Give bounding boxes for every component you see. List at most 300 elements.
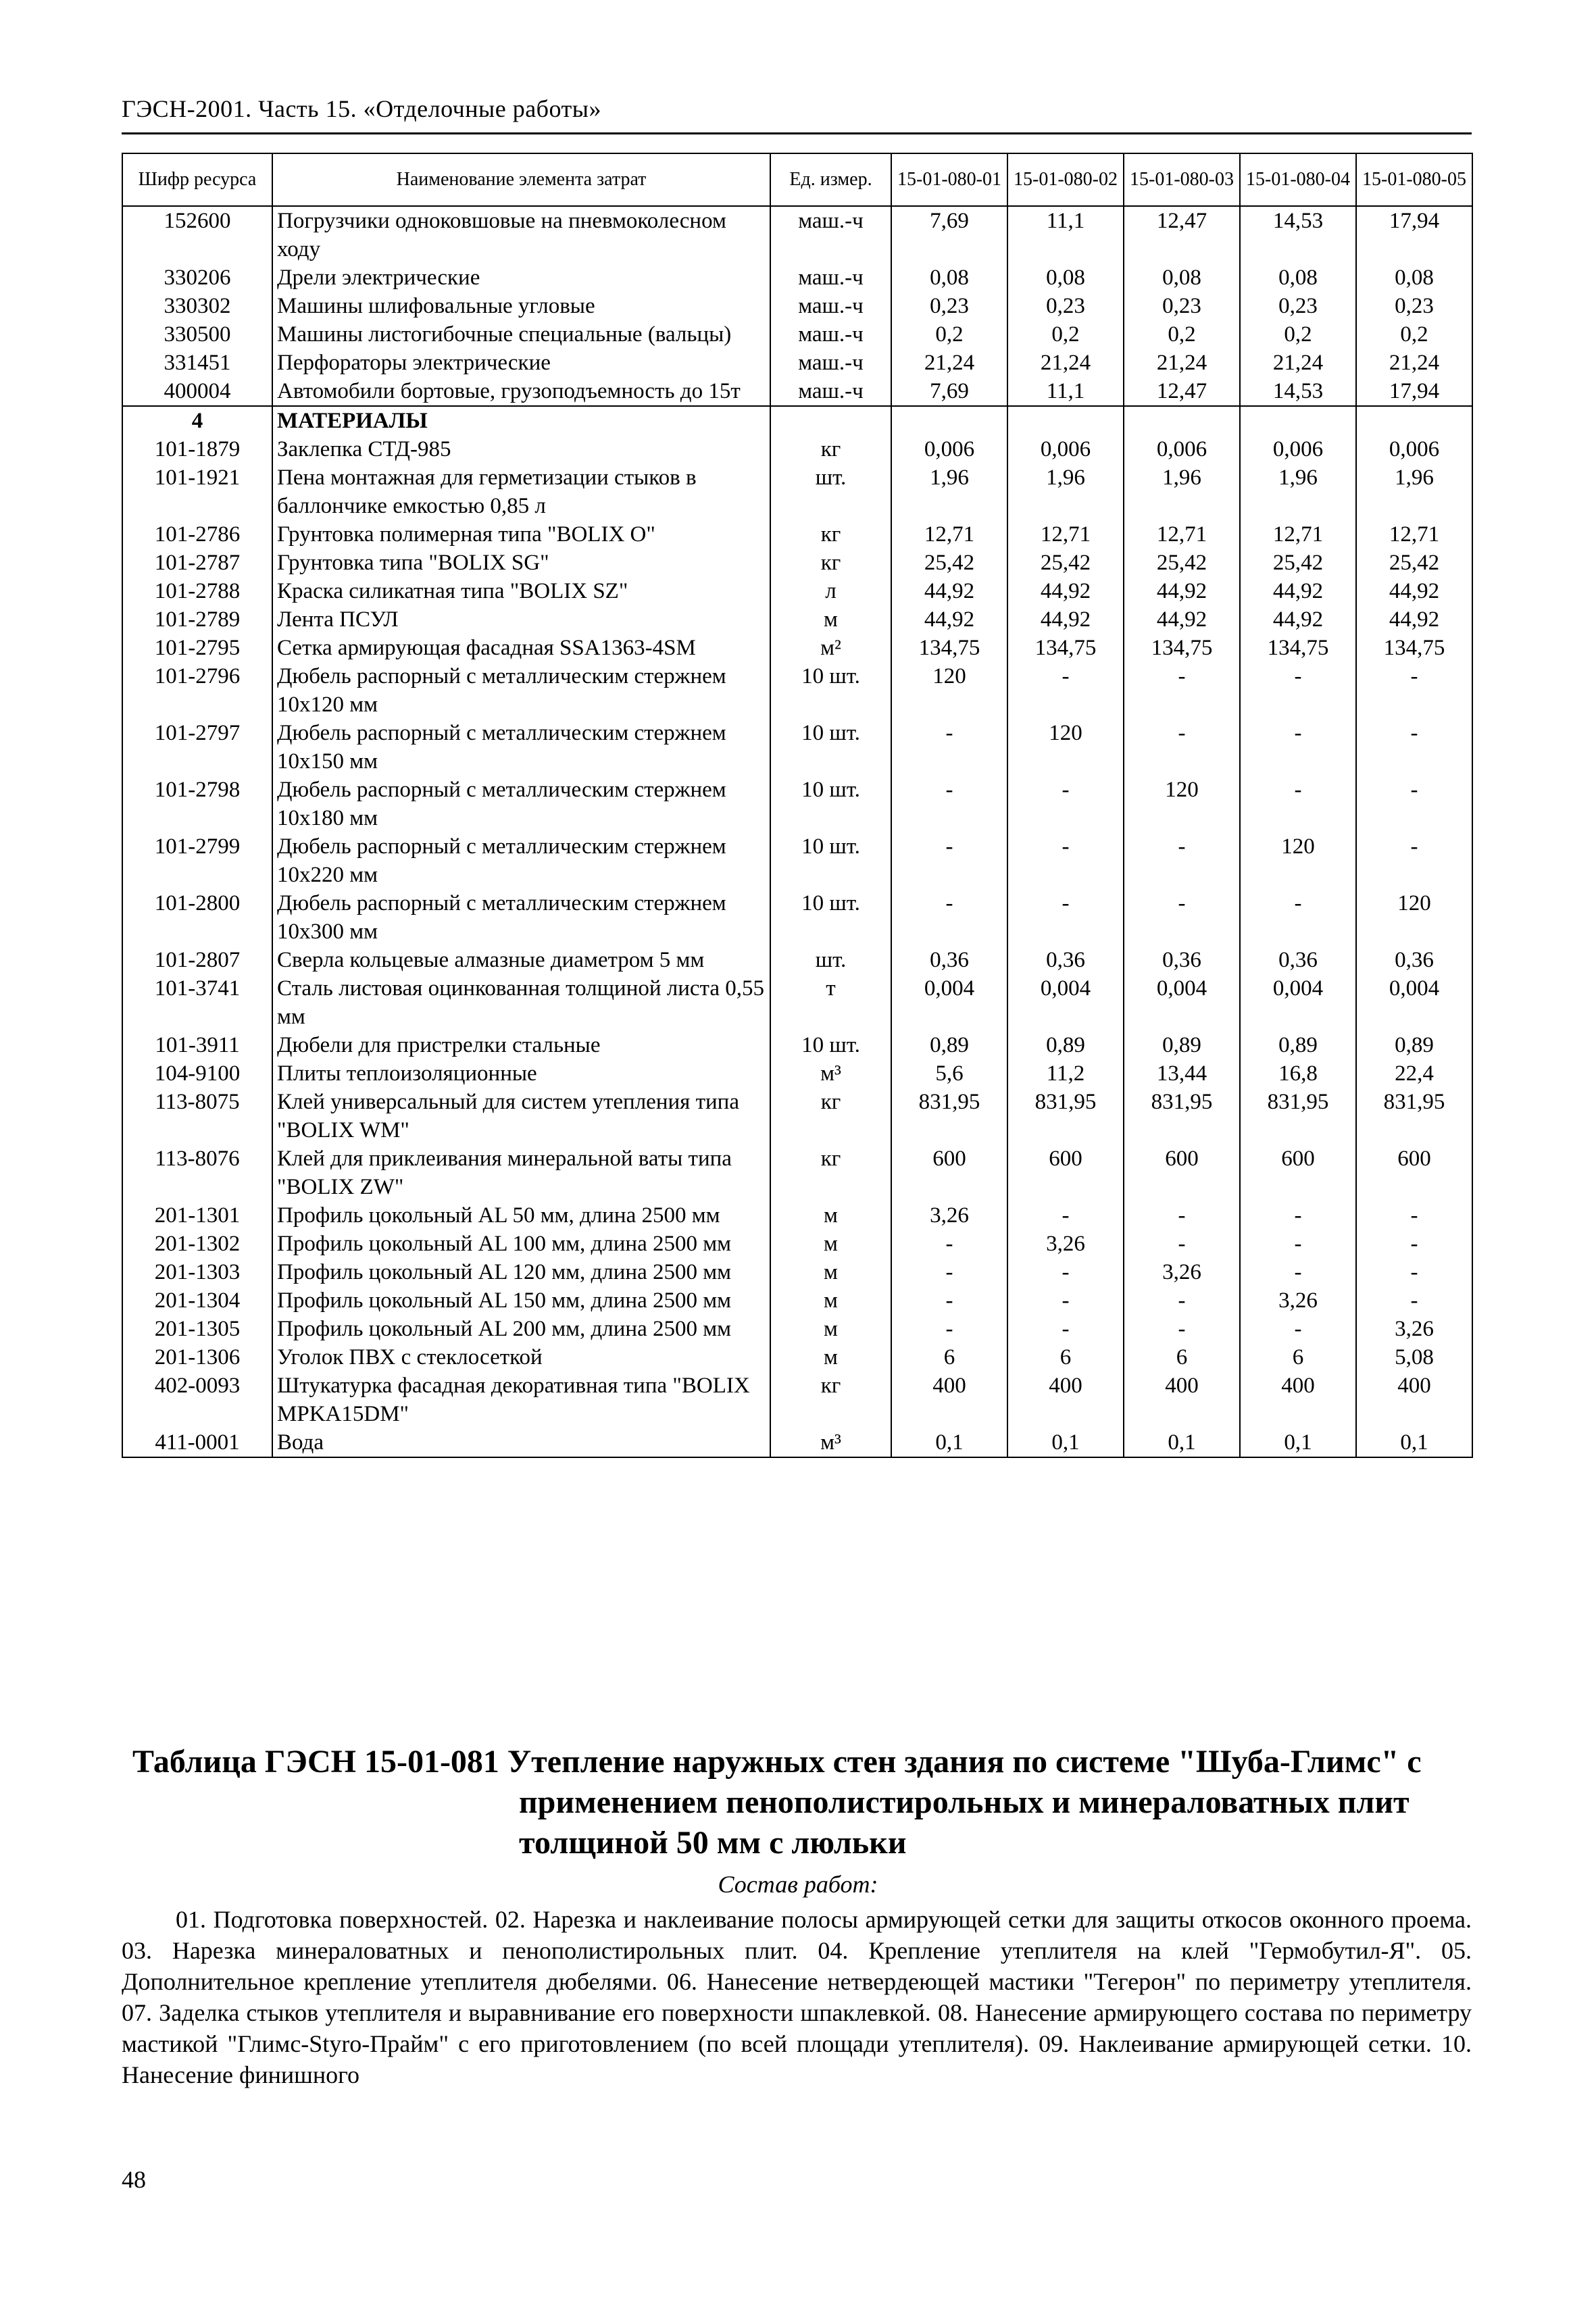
norm-value-04: 0,08 (1240, 263, 1356, 292)
resource-code: 152600 (122, 206, 272, 263)
resource-code: 104-9100 (122, 1059, 272, 1088)
norm-value-05: - (1356, 719, 1472, 776)
resource-unit: маш.-ч (770, 263, 891, 292)
norm-value-02: 12,71 (1007, 520, 1124, 549)
table-heading-line-2: применением пенополистирольных и минераловатных плит (519, 1784, 1410, 1820)
norm-value-04: 6 (1240, 1343, 1356, 1372)
materials-group (122, 435, 1472, 1457)
resource-unit: м (770, 1230, 891, 1258)
norm-value-05: 0,1 (1356, 1428, 1472, 1457)
resource-name: Сетка армирующая фасадная SSA1363-4SM (272, 634, 770, 662)
norm-value-05: - (1356, 1230, 1472, 1258)
resource-unit: м³ (770, 1428, 891, 1457)
table-row (122, 577, 1472, 605)
norm-value-04: 0,004 (1240, 974, 1356, 1031)
resource-unit: кг (770, 1088, 891, 1145)
norm-value-03: - (1124, 1230, 1240, 1258)
resource-name: Заклепка СТД-985 (272, 435, 770, 463)
resource-unit: 10 шт. (770, 662, 891, 719)
norm-value-05: 0,2 (1356, 320, 1472, 349)
norm-value-05: 44,92 (1356, 605, 1472, 634)
resource-code: 201-1301 (122, 1201, 272, 1230)
column-header-norm-02: 15-01-080-02 (1007, 153, 1124, 206)
norm-value-05: 400 (1356, 1372, 1472, 1428)
norm-value-05: 0,23 (1356, 292, 1472, 320)
table-row (122, 1372, 1472, 1428)
machines-group (122, 206, 1472, 406)
resource-name: Краска силикатная типа "BOLIX SZ" (272, 577, 770, 605)
table-row (122, 549, 1472, 577)
column-header-norm-05: 15-01-080-05 (1356, 153, 1472, 206)
norm-value-05: 44,92 (1356, 577, 1472, 605)
norm-value-03: - (1124, 889, 1240, 946)
table-heading-line-3: толщиной 50 мм с люльки (519, 1825, 907, 1861)
resource-unit: л (770, 577, 891, 605)
table-row (122, 719, 1472, 776)
norm-value-02: 11,1 (1007, 377, 1124, 406)
norm-value-03: 0,004 (1124, 974, 1240, 1031)
table-row (122, 1201, 1472, 1230)
norm-value-02: - (1007, 1258, 1124, 1286)
norm-value-02: 0,89 (1007, 1031, 1124, 1059)
table-row (122, 1258, 1472, 1286)
section-row (122, 406, 1472, 435)
norm-value-05: 600 (1356, 1145, 1472, 1201)
resource-name: Дюбель распорный с металлическим стержнем 10х180 мм (272, 776, 770, 832)
resource-code: 101-2787 (122, 549, 272, 577)
resource-unit: 10 шт. (770, 719, 891, 776)
norm-value-03: 0,08 (1124, 263, 1240, 292)
resource-code: 101-2795 (122, 634, 272, 662)
page-header-title: ГЭСН-2001. Часть 15. «Отделочные работы» (122, 95, 601, 122)
resource-name: Клей универсальный для систем утепления типа "BOLIX WM" (272, 1088, 770, 1145)
resource-name: Дюбель распорный с металлическим стержнем 10х300 мм (272, 889, 770, 946)
table-row (122, 1088, 1472, 1145)
norm-value-03: - (1124, 1201, 1240, 1230)
resource-code: 330500 (122, 320, 272, 349)
norm-value-04: - (1240, 719, 1356, 776)
resource-code: 402-0093 (122, 1372, 272, 1428)
norm-value-04: 12,71 (1240, 520, 1356, 549)
resource-unit: 10 шт. (770, 776, 891, 832)
norm-value-03: 0,1 (1124, 1428, 1240, 1457)
norm-value-02: 0,36 (1007, 946, 1124, 974)
table-row (122, 946, 1472, 974)
norm-value-01: 120 (891, 662, 1007, 719)
norm-value-01: - (891, 1258, 1007, 1286)
column-header-code: Шифр ресурса (122, 153, 272, 206)
norm-value-02: 21,24 (1007, 349, 1124, 377)
norm-value-04: 0,2 (1240, 320, 1356, 349)
resource-name: Профиль цокольный AL 200 мм, длина 2500 мм (272, 1315, 770, 1343)
table-row (122, 377, 1472, 406)
resource-unit: 10 шт. (770, 1031, 891, 1059)
resource-code: 201-1303 (122, 1258, 272, 1286)
norm-value-01: - (891, 832, 1007, 889)
table-row (122, 435, 1472, 463)
table-row (122, 776, 1472, 832)
norm-value-04: 25,42 (1240, 549, 1356, 577)
norm-value-04: 0,36 (1240, 946, 1356, 974)
table-row (122, 463, 1472, 520)
norm-value-04: 0,1 (1240, 1428, 1356, 1457)
table-row (122, 662, 1472, 719)
norm-value-03: 134,75 (1124, 634, 1240, 662)
norm-value-01: 7,69 (891, 206, 1007, 263)
table-row (122, 832, 1472, 889)
norm-value-02: 25,42 (1007, 549, 1124, 577)
norm-value-05: 134,75 (1356, 634, 1472, 662)
resource-code: 101-1921 (122, 463, 272, 520)
column-header-name: Наименование элемента затрат (272, 153, 770, 206)
resource-unit: м³ (770, 1059, 891, 1088)
resource-code: 101-2797 (122, 719, 272, 776)
resource-code: 101-2789 (122, 605, 272, 634)
resource-name: Пена монтажная для герметизации стыков в баллончике емкостью 0,85 л (272, 463, 770, 520)
resource-unit: м (770, 1286, 891, 1315)
resource-code: 101-1879 (122, 435, 272, 463)
norm-value-05: - (1356, 1258, 1472, 1286)
norm-value-02: 600 (1007, 1145, 1124, 1201)
resource-code: 400004 (122, 377, 272, 406)
norm-value-03: - (1124, 1315, 1240, 1343)
norm-value-03: - (1124, 832, 1240, 889)
resource-code: 411-0001 (122, 1428, 272, 1457)
resource-name: Дюбель распорный с металлическим стержнем 10х150 мм (272, 719, 770, 776)
norm-value-04: 1,96 (1240, 463, 1356, 520)
norm-value-05: - (1356, 1286, 1472, 1315)
resource-unit: кг (770, 549, 891, 577)
norm-value-02: 0,2 (1007, 320, 1124, 349)
norm-value-01: 0,08 (891, 263, 1007, 292)
norm-value-05: 22,4 (1356, 1059, 1472, 1088)
norm-value-04: - (1240, 1315, 1356, 1343)
norm-value-04: 14,53 (1240, 206, 1356, 263)
norm-value-01: 0,2 (891, 320, 1007, 349)
norm-value-02: 120 (1007, 719, 1124, 776)
column-header-norm-03: 15-01-080-03 (1124, 153, 1240, 206)
norm-value-04: - (1240, 662, 1356, 719)
resource-name: Дюбель распорный с металлическим стержнем 10х120 мм (272, 662, 770, 719)
norm-value-02: 44,92 (1007, 577, 1124, 605)
norm-value-04: 831,95 (1240, 1088, 1356, 1145)
resource-code: 330206 (122, 263, 272, 292)
table-row (122, 1031, 1472, 1059)
norm-value-02: 0,08 (1007, 263, 1124, 292)
resource-code: 113-8075 (122, 1088, 272, 1145)
norm-value-02: 0,006 (1007, 435, 1124, 463)
table-row (122, 605, 1472, 634)
norm-value-02: 1,96 (1007, 463, 1124, 520)
table-row (122, 1428, 1472, 1457)
section-title: МАТЕРИАЛЫ (272, 406, 770, 435)
norm-value-01: 12,71 (891, 520, 1007, 549)
table-row (122, 974, 1472, 1031)
norm-value-03: 0,23 (1124, 292, 1240, 320)
column-header-unit: Ед. измер. (770, 153, 891, 206)
table-row (122, 263, 1472, 292)
norm-value-03: 12,71 (1124, 520, 1240, 549)
norm-value-05: 17,94 (1356, 377, 1472, 406)
resource-name: Машины шлифовальные угловые (272, 292, 770, 320)
resource-unit: маш.-ч (770, 349, 891, 377)
norm-value-02: - (1007, 1201, 1124, 1230)
norm-value-05: 17,94 (1356, 206, 1472, 263)
resource-norms-table (122, 153, 1473, 1458)
norm-value-01: 831,95 (891, 1088, 1007, 1145)
resource-unit: маш.-ч (770, 206, 891, 263)
norm-value-01: - (891, 889, 1007, 946)
column-header-norm-01: 15-01-080-01 (891, 153, 1007, 206)
norm-value-03: 44,92 (1124, 577, 1240, 605)
norm-value-03: 1,96 (1124, 463, 1240, 520)
norm-value-01: 25,42 (891, 549, 1007, 577)
table-row (122, 520, 1472, 549)
resource-name: Сталь листовая оцинкованная толщиной листа 0,55 мм (272, 974, 770, 1031)
resource-name: Клей для приклеивания минеральной ваты типа "BOLIX ZW" (272, 1145, 770, 1201)
norm-value-04: 0,006 (1240, 435, 1356, 463)
norm-value-03: 600 (1124, 1145, 1240, 1201)
resource-code: 331451 (122, 349, 272, 377)
resource-name: Грунтовка типа "BOLIX SG" (272, 549, 770, 577)
norm-value-03: 831,95 (1124, 1088, 1240, 1145)
table-heading-line-1: Таблица ГЭСН 15-01-081 Утепление наружных стен здания по системе "Шуба-Глимс" с (132, 1744, 1422, 1780)
norm-value-03: 0,36 (1124, 946, 1240, 974)
resource-name: Уголок ПВХ с стеклосеткой (272, 1343, 770, 1372)
norm-value-05: 0,006 (1356, 435, 1472, 463)
works-caption: Состав работ: (718, 1871, 878, 1898)
resource-name: Профиль цокольный AL 120 мм, длина 2500 мм (272, 1258, 770, 1286)
norm-value-02: 0,004 (1007, 974, 1124, 1031)
norm-value-05: 831,95 (1356, 1088, 1472, 1145)
norm-value-04: 0,23 (1240, 292, 1356, 320)
norm-value-03: 400 (1124, 1372, 1240, 1428)
table-row (122, 1286, 1472, 1315)
norm-value-02: 134,75 (1007, 634, 1124, 662)
norm-value-03: 120 (1124, 776, 1240, 832)
norm-value-02: - (1007, 832, 1124, 889)
header-divider (122, 132, 1472, 134)
norm-value-04: 600 (1240, 1145, 1356, 1201)
resource-unit: кг (770, 1145, 891, 1201)
resource-unit: м (770, 1258, 891, 1286)
resource-code: 330302 (122, 292, 272, 320)
norm-value-04: 21,24 (1240, 349, 1356, 377)
table-row (122, 1315, 1472, 1343)
table-row (122, 1059, 1472, 1088)
column-header-norm-04: 15-01-080-04 (1240, 153, 1356, 206)
norm-value-01: 44,92 (891, 577, 1007, 605)
norm-value-03: - (1124, 1286, 1240, 1315)
resource-name: Сверла кольцевые алмазные диаметром 5 мм (272, 946, 770, 974)
norm-value-03: 0,006 (1124, 435, 1240, 463)
resource-name: Штукатурка фасадная декоративная типа "BOLIX MPKA15DM" (272, 1372, 770, 1428)
table-row (122, 1343, 1472, 1372)
norm-value-02: - (1007, 776, 1124, 832)
norm-value-03: 44,92 (1124, 605, 1240, 634)
table-heading (132, 1742, 1477, 1863)
table-row (122, 349, 1472, 377)
resource-code: 101-2800 (122, 889, 272, 946)
resource-name: Машины листогибочные специальные (вальцы) (272, 320, 770, 349)
resource-name: Профиль цокольный AL 100 мм, длина 2500 мм (272, 1230, 770, 1258)
resource-unit: м (770, 1343, 891, 1372)
table-row (122, 889, 1472, 946)
norm-value-04: 16,8 (1240, 1059, 1356, 1088)
resource-name: Автомобили бортовые, грузоподъемность до 15т (272, 377, 770, 406)
norm-value-05: - (1356, 832, 1472, 889)
table-row (122, 320, 1472, 349)
norm-value-05: 0,89 (1356, 1031, 1472, 1059)
norm-value-02: 0,1 (1007, 1428, 1124, 1457)
norm-value-01: - (891, 719, 1007, 776)
norm-value-04: 14,53 (1240, 377, 1356, 406)
norm-value-02: 11,2 (1007, 1059, 1124, 1088)
resource-name: Дюбели для пристрелки стальные (272, 1031, 770, 1059)
resource-unit: маш.-ч (770, 320, 891, 349)
resource-name: Вода (272, 1428, 770, 1457)
norm-value-03: 21,24 (1124, 349, 1240, 377)
resource-code: 101-2788 (122, 577, 272, 605)
norm-value-01: 0,89 (891, 1031, 1007, 1059)
resource-name: Перфораторы электрические (272, 349, 770, 377)
resource-name: Профиль цокольный AL 50 мм, длина 2500 мм (272, 1201, 770, 1230)
norm-value-04: - (1240, 1230, 1356, 1258)
norm-value-05: 3,26 (1356, 1315, 1472, 1343)
resource-unit: кг (770, 1372, 891, 1428)
norm-value-01: - (891, 1286, 1007, 1315)
norm-value-01: 134,75 (891, 634, 1007, 662)
norm-value-05: - (1356, 776, 1472, 832)
norm-value-04: 44,92 (1240, 605, 1356, 634)
norm-value-02: - (1007, 662, 1124, 719)
resource-unit: м (770, 605, 891, 634)
norm-value-05: 1,96 (1356, 463, 1472, 520)
resource-unit: шт. (770, 463, 891, 520)
norm-value-04: - (1240, 776, 1356, 832)
norm-value-01: 0,004 (891, 974, 1007, 1031)
norm-value-01: 0,23 (891, 292, 1007, 320)
norm-value-04: 134,75 (1240, 634, 1356, 662)
table-row (122, 292, 1472, 320)
norm-value-05: - (1356, 662, 1472, 719)
resource-name: Дюбель распорный с металлическим стержнем 10х220 мм (272, 832, 770, 889)
norm-value-04: 3,26 (1240, 1286, 1356, 1315)
norm-value-01: 0,1 (891, 1428, 1007, 1457)
norm-value-03: - (1124, 662, 1240, 719)
page-number: 48 (122, 2166, 146, 2193)
norm-value-05: 0,004 (1356, 974, 1472, 1031)
resource-name: Грунтовка полимерная типа "BOLIX O" (272, 520, 770, 549)
norm-value-05: - (1356, 1201, 1472, 1230)
resource-code: 101-2799 (122, 832, 272, 889)
norm-value-01: 400 (891, 1372, 1007, 1428)
norm-value-02: 3,26 (1007, 1230, 1124, 1258)
resource-name: Погрузчики одноковшовые на пневмоколесном ходу (272, 206, 770, 263)
materials-section-header (122, 406, 1472, 435)
table-header-row (122, 153, 1472, 206)
resource-unit: м² (770, 634, 891, 662)
norm-value-02: 400 (1007, 1372, 1124, 1428)
resource-code: 201-1302 (122, 1230, 272, 1258)
norm-value-01: 0,006 (891, 435, 1007, 463)
resource-unit: маш.-ч (770, 377, 891, 406)
norm-value-04: - (1240, 1258, 1356, 1286)
norm-value-03: 0,2 (1124, 320, 1240, 349)
norm-value-05: 5,08 (1356, 1343, 1472, 1372)
resource-unit: м (770, 1201, 891, 1230)
norm-value-04: - (1240, 889, 1356, 946)
norm-value-02: 0,23 (1007, 292, 1124, 320)
norm-value-04: 0,89 (1240, 1031, 1356, 1059)
resource-code: 101-2798 (122, 776, 272, 832)
table-row (122, 1145, 1472, 1201)
norm-value-03: 3,26 (1124, 1258, 1240, 1286)
resource-code: 201-1306 (122, 1343, 272, 1372)
norm-value-03: 12,47 (1124, 377, 1240, 406)
resource-name: Профиль цокольный AL 150 мм, длина 2500 мм (272, 1286, 770, 1315)
table-row (122, 1230, 1472, 1258)
norm-value-05: 12,71 (1356, 520, 1472, 549)
norm-value-01: 0,36 (891, 946, 1007, 974)
norm-value-01: - (891, 1230, 1007, 1258)
section-code: 4 (122, 406, 272, 435)
resource-code: 101-3911 (122, 1031, 272, 1059)
norm-value-03: 0,89 (1124, 1031, 1240, 1059)
resource-code: 101-2786 (122, 520, 272, 549)
resource-code: 101-3741 (122, 974, 272, 1031)
norm-value-01: 7,69 (891, 377, 1007, 406)
norm-value-03: 13,44 (1124, 1059, 1240, 1088)
norm-value-04: 120 (1240, 832, 1356, 889)
resource-name: Лента ПСУЛ (272, 605, 770, 634)
norm-value-02: 831,95 (1007, 1088, 1124, 1145)
norm-value-01: 1,96 (891, 463, 1007, 520)
norm-value-03: 12,47 (1124, 206, 1240, 263)
table-row (122, 634, 1472, 662)
resource-unit: 10 шт. (770, 832, 891, 889)
resource-unit: шт. (770, 946, 891, 974)
norm-value-02: 6 (1007, 1343, 1124, 1372)
resource-code: 101-2807 (122, 946, 272, 974)
norm-value-02: - (1007, 1286, 1124, 1315)
norm-value-03: - (1124, 719, 1240, 776)
resource-unit: 10 шт. (770, 889, 891, 946)
norm-value-01: 21,24 (891, 349, 1007, 377)
norm-value-05: 120 (1356, 889, 1472, 946)
resource-code: 201-1304 (122, 1286, 272, 1315)
norm-value-02: 11,1 (1007, 206, 1124, 263)
norm-value-02: - (1007, 889, 1124, 946)
table-row (122, 206, 1472, 263)
resource-unit: м (770, 1315, 891, 1343)
norm-value-04: 400 (1240, 1372, 1356, 1428)
resource-unit: т (770, 974, 891, 1031)
norm-value-02: - (1007, 1315, 1124, 1343)
norm-value-02: 44,92 (1007, 605, 1124, 634)
norm-value-03: 6 (1124, 1343, 1240, 1372)
resource-code: 101-2796 (122, 662, 272, 719)
resource-unit: маш.-ч (770, 292, 891, 320)
resource-name: Дрели электрические (272, 263, 770, 292)
norm-value-01: 600 (891, 1145, 1007, 1201)
norm-value-01: 5,6 (891, 1059, 1007, 1088)
resource-unit: кг (770, 520, 891, 549)
resource-name: Плиты теплоизоляционные (272, 1059, 770, 1088)
norm-value-01: 3,26 (891, 1201, 1007, 1230)
norm-value-05: 21,24 (1356, 349, 1472, 377)
resource-unit: кг (770, 435, 891, 463)
